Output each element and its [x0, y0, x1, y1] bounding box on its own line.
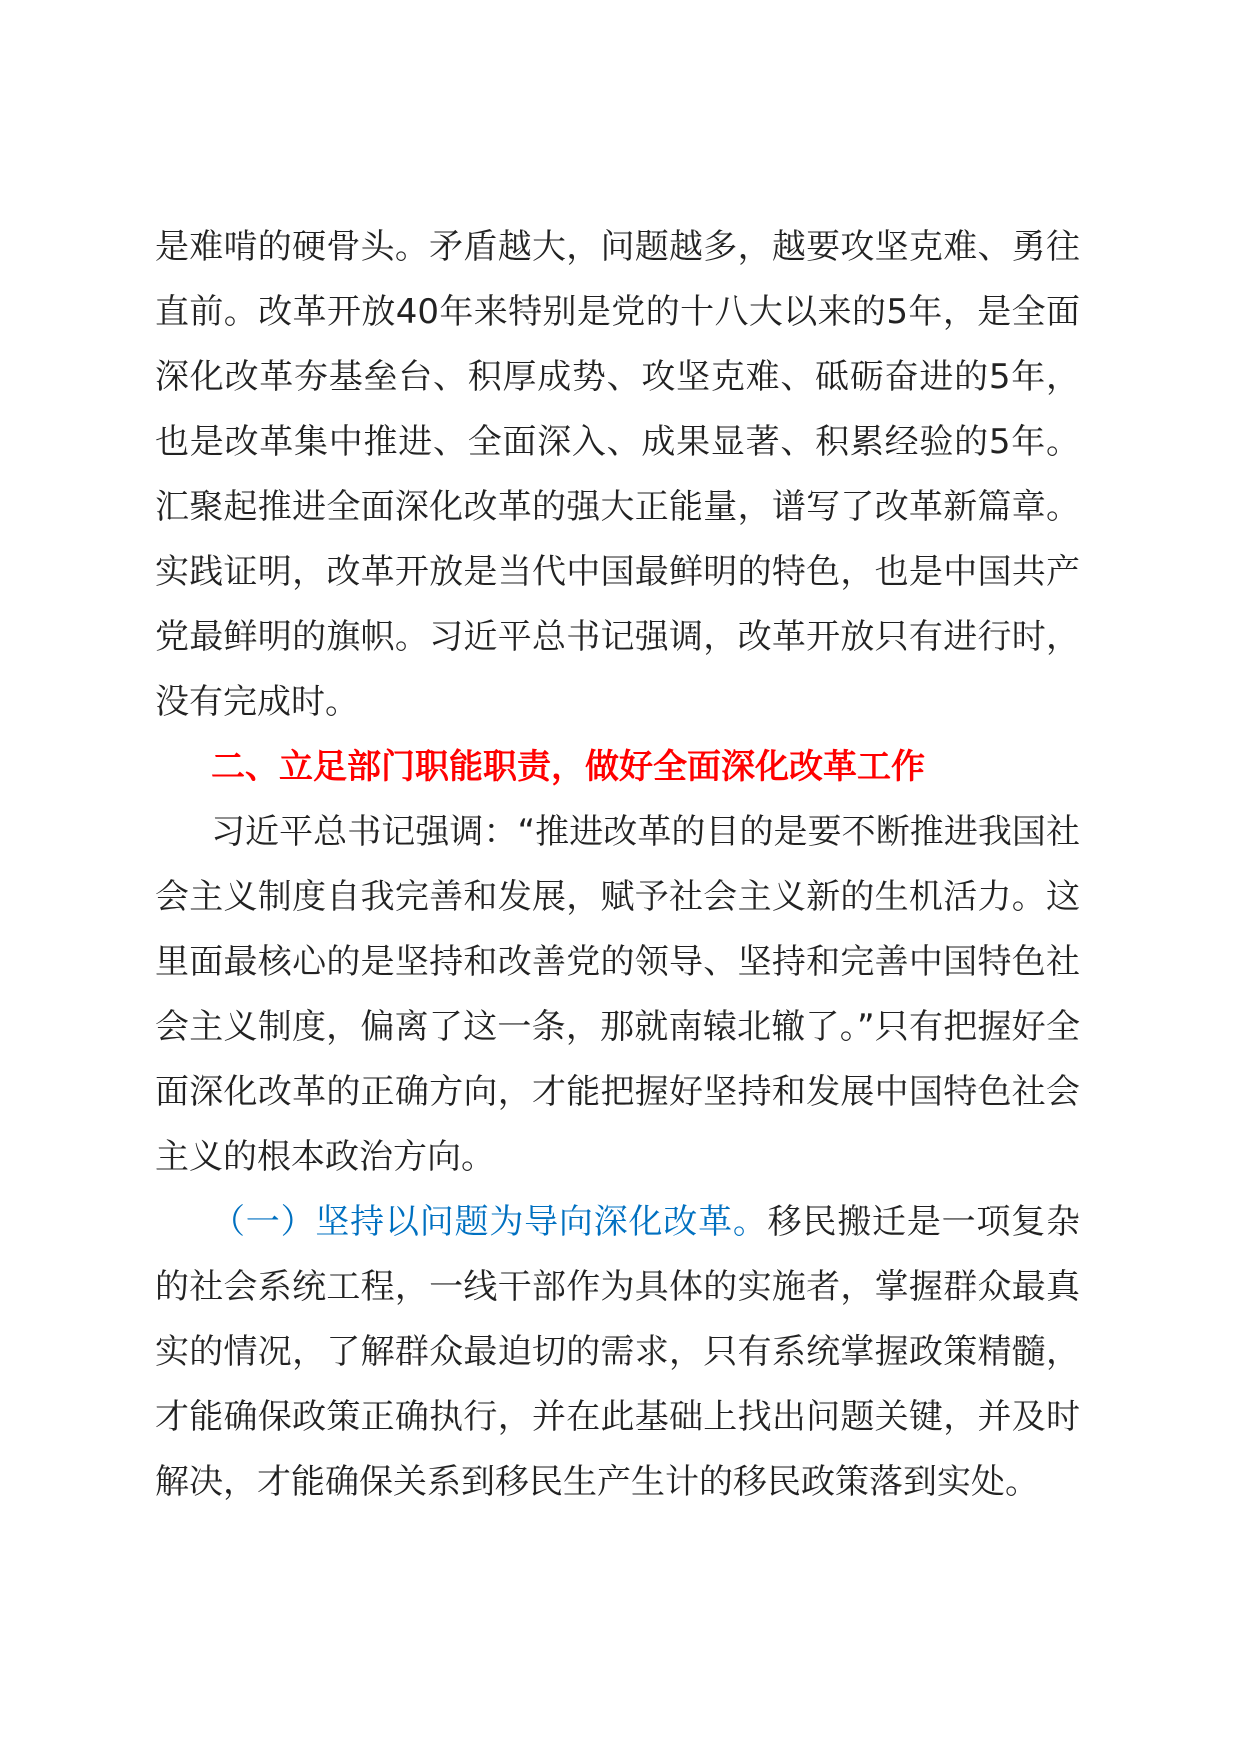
body-paragraph-quote: 习近平总书记强调：“推进改革的目的是要不断推进我国社会主义制度自我完善和发展，赋予社会主义新的生机活力。这里面最核心的是坚持和改善党的领导、坚持和完善中国特色社会主义制度，偏离了这一条，那就南辕北辙了。”只有把握好全面深化改革的正确方向，才能把握好坚持和发展中国特色社会主义的根本政治方向。 — [155, 812, 1080, 1177]
section-heading: 二、立足部门职能职责，做好全面深化改革工作 — [211, 747, 925, 787]
document-body — [155, 215, 1080, 1515]
body-paragraph-continuation: 是难啃的硬骨头。矛盾越大，问题越多，越要攻坚克难、勇往直前。改革开放40年来特别是党的十八大以来的5年，是全面深化改革夯基垒台、积厚成势、攻坚克难、砥砺奋进的5年，也是改革集中推进、全面深入、成果显著、积累经验的5年。汇聚起推进全面深化改革的强大正能量，谱写了改革新篇章。实践证明，改革开放是当代中国最鲜明的特色，也是中国共产党最鲜明的旗帜。习近平总书记强调，改革开放只有进行时，没有完成时。 — [155, 227, 1080, 722]
body-paragraph-subsection — [155, 1190, 1080, 1515]
subsection-heading: （一）坚持以问题为导向深化改革。 — [211, 1202, 768, 1242]
subsection-body-text: 移民搬迁是一项复杂的社会系统工程，一线干部作为具体的实施者，掌握群众最真实的情况，了解群众最迫切的需求，只有系统掌握政策精髓，才能确保政策正确执行，并在此基础上找出问题关键，并及时解决，才能确保关系到移民生产生计的移民政策落到实处。 — [155, 1202, 1081, 1502]
